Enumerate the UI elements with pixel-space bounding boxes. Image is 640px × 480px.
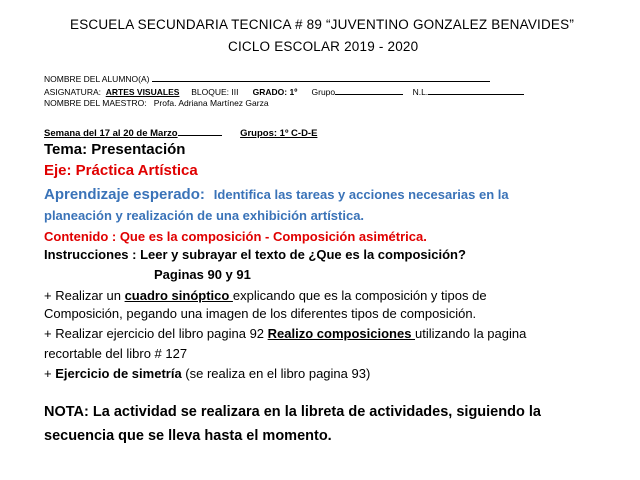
group-line (335, 85, 403, 95)
teacher-label: NOMBRE DEL MAESTRO: (44, 98, 147, 108)
task-1-prefix: + Realizar un (44, 288, 125, 303)
task-3 (44, 366, 370, 381)
task-3-prefix: + (44, 366, 56, 381)
aprendizaje-label: Aprendizaje esperado: (44, 186, 205, 203)
school-title: ESCUELA SECUNDARIA TECNICA # 89 “JUVENTINO GONZALEZ BENAVIDES” (70, 17, 575, 32)
task-2-bold: Realizo composiciones (267, 326, 416, 341)
school-cycle: CICLO ESCOLAR 2019 - 2020 (228, 39, 419, 54)
task-1-bold: cuadro sinóptico (124, 288, 233, 303)
task-1-line-1 (44, 288, 487, 303)
groups-text: Grupos: 1º C-D-E (240, 128, 318, 139)
task-2-line-2: recortable del libro # 127 (44, 346, 188, 361)
task-2-rest: utilizando la pagina (415, 326, 527, 341)
aprendizaje-text-1: Identifica las tareas y acciones necesarias en la (213, 187, 509, 202)
tema: Tema: Presentación (44, 141, 186, 158)
week-line (178, 125, 222, 136)
nota-label: NOTA: (44, 404, 89, 420)
instrucciones-pages: Paginas 90 y 91 (154, 267, 251, 282)
subject-row (44, 85, 524, 97)
contenido: Contenido : Que es la composición - Composición asimétrica. (44, 229, 427, 244)
teacher-row (44, 98, 269, 108)
student-name-line (152, 72, 490, 82)
task-3-rest: (se realiza en el libro pagina 93) (181, 366, 371, 381)
nota-text-2: secuencia que se lleva hasta el momento. (44, 428, 332, 444)
task-1-line-2: Composición, pegando una imagen de los diferentes tipos de composición. (44, 306, 477, 321)
group-label: Grupo (311, 87, 336, 97)
student-label: NOMBRE DEL ALUMNO(A) (44, 74, 150, 84)
task-3-bold: Ejercicio de simetría (55, 366, 182, 381)
grade-label: GRADO: 1º (252, 87, 298, 97)
subject-value: ARTES VISUALES (105, 87, 180, 97)
block-label: BLOQUE: III (191, 87, 239, 97)
student-name-row (44, 72, 490, 84)
subject-label: ASIGNATURA: (44, 87, 101, 97)
nl-line (428, 85, 524, 95)
teacher-value: Profa. Adriana Martínez Garza (153, 98, 269, 108)
nota-text-1: La actividad se realizara en la libreta de actividades, siguiendo la (88, 404, 541, 420)
nl-label: N.L. (412, 87, 429, 97)
aprendizaje-text-2: planeación y realización de una exhibición artística. (44, 208, 365, 223)
week-text: Semana del 17 al 20 de Marzo (44, 128, 178, 139)
week-row (44, 125, 317, 139)
task-1-rest: explicando que es la composición y tipos de (232, 288, 487, 303)
eje: Eje: Práctica Artística (44, 162, 198, 179)
task-2-prefix: + Realizar ejercicio del libro pagina 92 (44, 326, 268, 341)
task-2-line-1 (44, 326, 526, 341)
nota-line-1 (44, 404, 541, 420)
instrucciones: Instrucciones : Leer y subrayar el texto de ¿Que es la composición? (44, 247, 466, 262)
aprendizaje-line-1 (44, 186, 509, 204)
